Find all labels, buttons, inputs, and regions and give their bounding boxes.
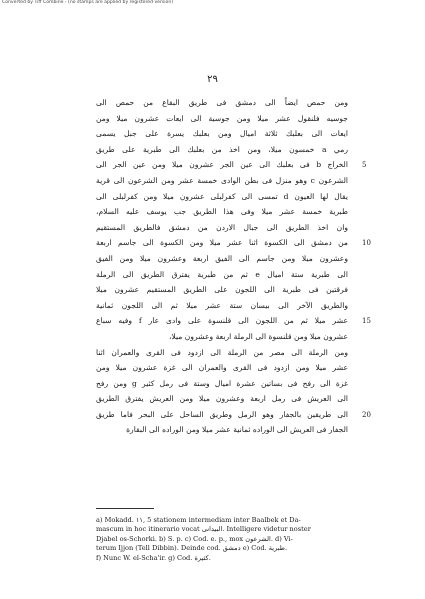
paragraph-1 [96,95,358,345]
text-line: جوسيه فلنقول عشر ميلا ومن جوسية الى ايعات عشرون ميلا ومن [96,113,348,123]
text-line: الجفار فى العريش الى الوراده ثمانية عشر ميلا ومن الوراده الى البقارة [126,425,348,435]
line-number-15: 15 [362,317,371,325]
text-line: الى العريش فى رمل اربعة وعشرون ميلا ومن العريش يفترق الطريق [96,394,348,404]
footnotes [96,516,358,563]
text-line: غزة الى رفح فى بساتين عشرة اميال وستة فى رمل كثير g ومن رفح [96,378,348,388]
main-text [96,95,358,438]
text-line: والطريق الآخر الى بيسان ستة عشر ميلا ثم الى اللجون ثمانية [96,300,348,310]
text-line: ايعات الى بعلبك ثلاثة اميال ومن بعلبك يسرة على جبل يسمى [96,129,348,139]
text-line: الى طبرية ستة اميال e ثم من طبرية يفترق الطريق الى الرملة [96,269,348,279]
text-line: وعشرون ميلا ومن جاسم الى الفيق اربعة وعشرون ميلا ومن الفيق [96,253,348,263]
text-line: عشرون ميلا ومن قلنسوة الى الرملة اربعة وعشرون ميلا، [169,331,348,341]
text-line: ومن حمص ايضاً الى دمشق فى طريق البقاع من حمص الى [96,98,348,107]
header-stamp: Converted by Tiff Combine - (no stamps are applied by registered version) [2,0,174,5]
text-line: وان اخذ الطريق الى جبال الاردن من دمشق فالطريق المستقيم [96,222,348,232]
line-number-5: 5 [362,161,367,169]
footnote-line: terum Ijjon (Tell Dibbin). Deinde cod. دمشق e) Cod. طبرية. [96,544,288,553]
text-line: يقال لها العيون d تمسى الى كفرلبلى عشرون ميلا ومن كفرلبلى الى [96,191,348,201]
text-line: عشر ميلا ومن ازدود فى القرى والعمران الى غزة عشرون ميلا ومن [96,363,348,373]
footnote-line: mascum in hoc itinerario vocat البيدانى. Intelligere videtur noster [96,525,311,534]
text-line: رمي a خمسون ميلا، ومن اخذ من بعلبك الى طبرية على طريق [96,144,348,154]
footnote-line: f) Nunc W. el-Scha'ir. g) Cod. كثيرة. [96,553,211,562]
footnote-line: Djabel os-Schorki. b) S. p. c) Cod. e. p., mox الشرعون. d) Vi- [96,534,293,543]
text-line: عشر ميلا ثم من اللجون الى قلنسوة على وادى عار f وفيه سباع [96,316,348,326]
line-number-20: 20 [362,411,371,419]
text-line: الشرعون c وهو منزل فى بطن الوادى خمسة عشر ومن الشرعون الى قرية [96,175,348,185]
line-number-10: 10 [362,239,371,247]
text-line: طبرية خمسة عشر ميلا وفى هذا الطريق جب يوسف عليه السلام، [96,207,348,217]
text-line: ومن الرملة الى مصر من الرملة الى ازدود فى القرى والعمران اثنا [96,347,348,357]
footnote-divider [96,508,154,509]
text-line: فرقتين فى طبرية الى اللجون على الطريق المستقيم عشرون ميلا [96,285,348,295]
page-number: ٢٩ [207,74,218,85]
paragraph-2 [96,345,358,439]
text-line: من دمشق الى الكسوة اثنا عشر ميلا ومن الكسوة الى جاسم اربعة [96,238,348,248]
text-line: الى طريقين بالجفار وهو الرمل وطريق الساحل على البحر فاما طريق [96,409,348,419]
text-line: الخراج b فى بعلبك الى عين الجر عشرون ميلا ومن عين الجر الى [96,160,348,170]
footnote-line: a) Mokadd. ۱۱, 5 stationem intermediam inter Baalbek et Da- [96,516,301,524]
